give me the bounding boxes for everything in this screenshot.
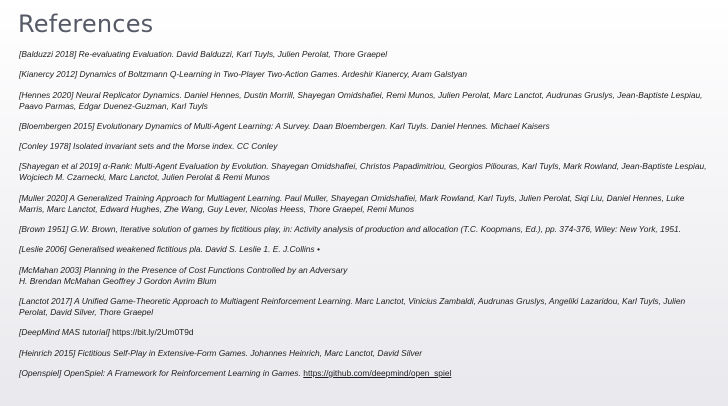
- reference-item: [19, 193, 709, 215]
- reference-item: [19, 244, 709, 255]
- reference-tag: [Hennes 2020]: [19, 89, 74, 100]
- reference-tag: [Lanctot 2017]: [19, 295, 73, 306]
- reference-text: OpenSpiel: A Framework for Reinforcement Learning in Games.: [61, 367, 304, 378]
- reference-text: A Generalized Training Approach for Multiagent Learning. Paul Muller, Shayegan Omidshafiei, Mark Rowland, Karl Tuyls, Julien Perolat, Siqi Liu, Daniel Hennes, Luke Marris, Marc Lanctot, Edward Hughes, Zhe Wang, Guy Lever, Nicolas Heess, Thore Graepel, Remi Munos: [19, 192, 685, 214]
- openspiel-link[interactable]: https://github.com/deepmind/open_spiel: [303, 367, 452, 378]
- slide-title: References: [18, 10, 154, 38]
- tutorial-link-text: https://bit.ly/2Um0T9d: [109, 327, 194, 338]
- reference-tag: [Balduzzi 2018]: [19, 49, 77, 59]
- reference-item: [19, 296, 709, 318]
- reference-tag: [Brown 1951]: [19, 224, 69, 235]
- reference-item: [19, 161, 709, 183]
- reference-text: Dynamics of Boltzmann Q-Learning in Two-Player Two-Action Games. Ardeshir Kianercy, Aram Galstyan: [77, 69, 468, 80]
- reference-item: [19, 69, 709, 80]
- reference-tag: [Openspiel]: [19, 367, 62, 378]
- reference-item: [19, 348, 709, 359]
- reference-text: Generalised weakened fictitious pla. David S. Leslie 1. E. J.Collins •: [66, 244, 320, 255]
- reference-item: [19, 265, 709, 287]
- reference-item: [19, 49, 709, 60]
- reference-text: Planning in the Presence of Cost Functions Controlled by an Adversary: [81, 264, 348, 275]
- reference-text: Evolutionary Dynamics of Multi-Agent Learning: A Survey. Daan Bloembergen. Karl Tuyls. Daniel Hennes. Michael Kaisers: [94, 120, 550, 131]
- reference-item: [19, 141, 709, 152]
- reference-item: [19, 368, 709, 379]
- reference-item: [19, 327, 709, 338]
- reference-tag: [Muller 2020]: [19, 192, 68, 203]
- reference-tag: [Kianercy 2012]: [19, 69, 78, 80]
- reference-tag: [DeepMind MAS tutorial]: [19, 327, 110, 338]
- reference-list: [19, 49, 709, 388]
- reference-tag: [Bloembergen 2015]: [19, 120, 95, 131]
- reference-text: Fictitious Self-Play in Extensive-Form Games. Johannes Heinrich, Marc Lanctot, David Silver: [75, 347, 423, 358]
- reference-item: [19, 90, 709, 112]
- reference-text: Isolated invariant sets and the Morse index. CC Conley: [70, 141, 278, 152]
- reference-tag: [McMahan 2003]: [19, 264, 82, 275]
- reference-item: [19, 224, 709, 235]
- reference-text: α-Rank: Multi-Agent Evaluation by Evolution. Shayegan Omidshafiei, Christos Papadimitriou, Georgios Piliouras, Karl Tuyls, Mark Rowland, Jean-Baptiste Lespiau, Wojciech M. Czarnecki, Marc Lanctot, Julien Perolat & Remi Munos: [19, 161, 707, 183]
- reference-authors: H. Brendan McMahan Geoffrey J Gordon Avrim Blum: [19, 275, 217, 286]
- reference-tag: [Heinrich 2015]: [19, 347, 76, 358]
- reference-tag: [Conley 1978]: [19, 141, 71, 152]
- reference-tag: [Shayegan et al 2019]: [19, 161, 101, 172]
- reference-item: [19, 121, 709, 132]
- reference-text: Re-evaluating Evaluation. David Balduzzi, Karl Tuyls, Julien Perolat, Thore Graepel: [76, 49, 388, 59]
- reference-text: A Unified Game-Theoretic Approach to Multiagent Reinforcement Learning. Marc Lanctot, Vinicius Zambaldi, Audrunas Gruslys, Angeliki Lazaridou, Karl Tuyls, Julien Perolat, David Silver, Thore Graepel: [19, 295, 686, 317]
- reference-tag: [Leslie 2006]: [19, 244, 67, 255]
- reference-text: G.W. Brown, Iterative solution of games by fictitious play, in: Activity analysis of production and allocation (T.C. Koopmans, Ed.), pp. 374-376, Wiley: New York, 1951.: [68, 224, 682, 235]
- reference-text: Neural Replicator Dynamics. Daniel Hennes, Dustin Morrill, Shayegan Omidshafiei, Remi Munos, Julien Perolat, Marc Lanctot, Audrunas Gruslys, Jean-Baptiste Lespiau, Paavo Parmas, Edgar Duenez-Guzman, Karl Tuyls: [19, 89, 703, 111]
